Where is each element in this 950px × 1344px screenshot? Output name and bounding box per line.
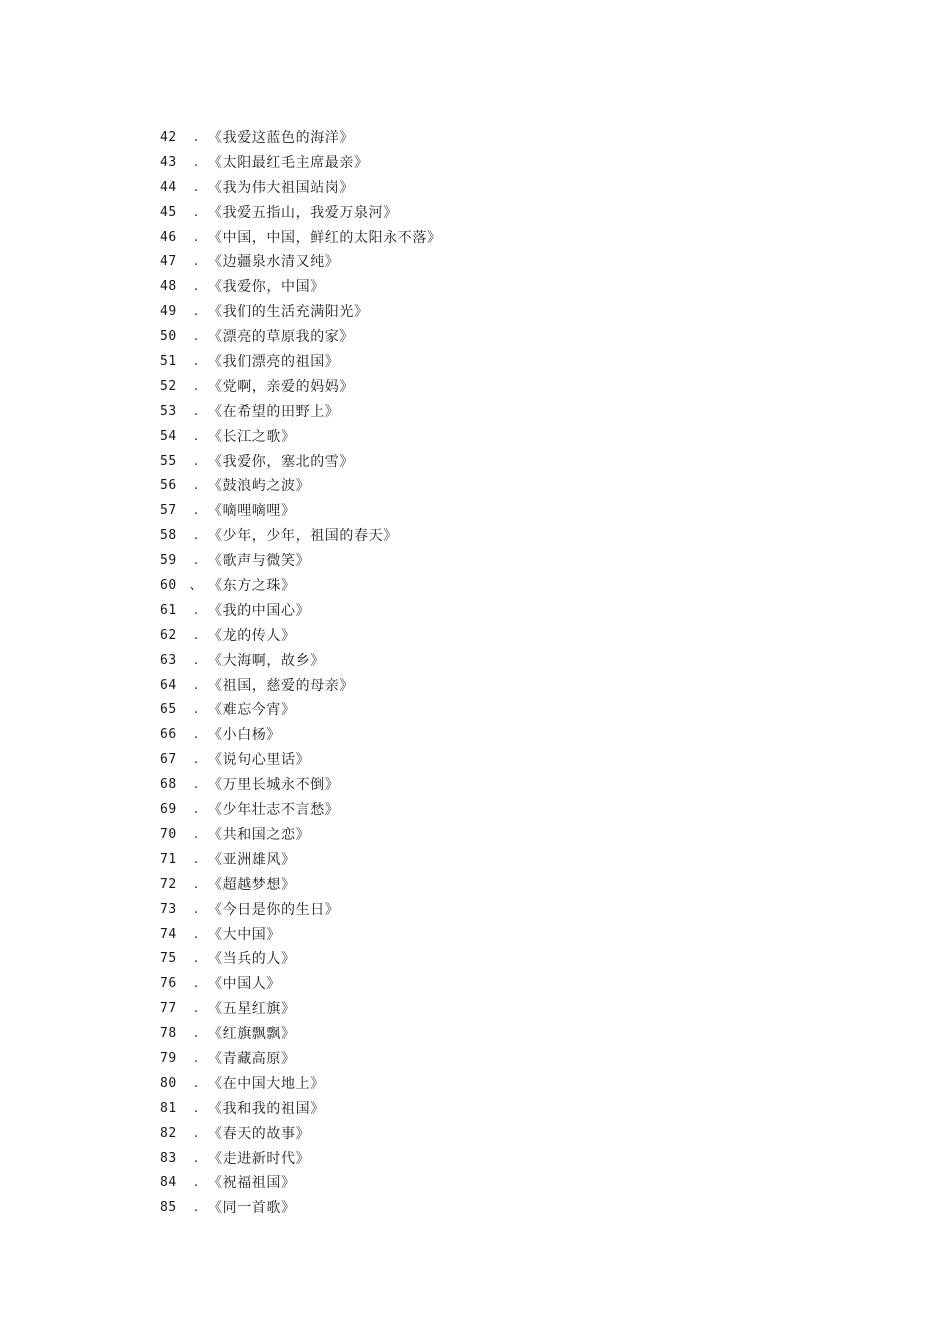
song-separator: . bbox=[193, 403, 199, 419]
song-number: 54 bbox=[160, 428, 177, 444]
list-item bbox=[160, 1097, 442, 1122]
song-number: 46 bbox=[160, 229, 177, 245]
song-title: 《今日是你的生日》 bbox=[208, 901, 340, 918]
song-number: 83 bbox=[160, 1150, 177, 1166]
list-item bbox=[160, 574, 442, 599]
list-item bbox=[160, 474, 442, 499]
song-title: 《中国人》 bbox=[208, 976, 281, 993]
song-title: 《超越梦想》 bbox=[208, 876, 296, 893]
list-item bbox=[160, 524, 442, 549]
song-separator: . bbox=[193, 752, 199, 768]
song-number: 76 bbox=[160, 976, 177, 992]
song-number: 63 bbox=[160, 652, 177, 668]
song-number: 68 bbox=[160, 777, 177, 793]
list-item bbox=[160, 624, 442, 649]
song-title: 《漂亮的草原我的家》 bbox=[208, 329, 354, 346]
list-item bbox=[160, 923, 442, 948]
song-separator: . bbox=[193, 876, 199, 892]
song-separator: . bbox=[193, 926, 199, 942]
song-title: 《万里长城永不倒》 bbox=[208, 777, 340, 794]
song-list bbox=[160, 126, 442, 1221]
song-title: 《少年壮志不言愁》 bbox=[208, 802, 340, 819]
song-title: 《太阳最红毛主席最亲》 bbox=[208, 154, 369, 171]
song-number: 72 bbox=[160, 876, 177, 892]
song-separator: . bbox=[193, 1150, 199, 1166]
list-item bbox=[160, 1196, 442, 1221]
song-title: 《在希望的田野上》 bbox=[208, 403, 340, 420]
song-separator: . bbox=[193, 428, 199, 444]
song-number: 69 bbox=[160, 802, 177, 818]
song-title: 《红旗飘飘》 bbox=[208, 1026, 296, 1043]
song-separator: . bbox=[193, 652, 199, 668]
song-title: 《当兵的人》 bbox=[208, 951, 296, 968]
list-item bbox=[160, 300, 442, 325]
song-separator: . bbox=[193, 1100, 199, 1116]
song-separator: . bbox=[193, 478, 199, 494]
song-number: 42 bbox=[160, 130, 177, 145]
list-item bbox=[160, 450, 442, 475]
song-number: 44 bbox=[160, 179, 177, 195]
song-separator: . bbox=[193, 627, 199, 643]
song-title: 《大海啊，故乡》 bbox=[208, 652, 325, 669]
song-separator: . bbox=[193, 826, 199, 842]
song-number: 85 bbox=[160, 1200, 177, 1216]
song-title: 《说句心里话》 bbox=[208, 752, 311, 769]
list-item bbox=[160, 798, 442, 823]
song-title: 《同一首歌》 bbox=[208, 1200, 296, 1217]
song-title: 《边疆泉水清又纯》 bbox=[208, 254, 340, 271]
song-number: 52 bbox=[160, 378, 177, 394]
list-item bbox=[160, 698, 442, 723]
song-separator: . bbox=[193, 254, 199, 270]
list-item bbox=[160, 674, 442, 699]
song-title: 《我为伟大祖国站岗》 bbox=[208, 179, 354, 196]
song-separator: . bbox=[193, 204, 199, 220]
song-separator: . bbox=[193, 1001, 199, 1017]
song-number: 75 bbox=[160, 951, 177, 967]
list-item bbox=[160, 1022, 442, 1047]
list-item bbox=[160, 1072, 442, 1097]
list-item bbox=[160, 549, 442, 574]
song-title: 《中国，中国，鲜红的太阳永不落》 bbox=[208, 229, 442, 246]
song-number: 64 bbox=[160, 677, 177, 693]
song-separator: . bbox=[193, 553, 199, 569]
song-title: 《大中国》 bbox=[208, 926, 281, 943]
song-number: 49 bbox=[160, 304, 177, 320]
song-number: 81 bbox=[160, 1100, 177, 1116]
list-item bbox=[160, 1171, 442, 1196]
list-item bbox=[160, 250, 442, 275]
song-separator: . bbox=[193, 329, 199, 345]
song-number: 66 bbox=[160, 727, 177, 743]
song-separator: . bbox=[193, 279, 199, 295]
list-item bbox=[160, 873, 442, 898]
song-number: 82 bbox=[160, 1125, 177, 1141]
song-number: 56 bbox=[160, 478, 177, 494]
list-item bbox=[160, 997, 442, 1022]
list-item bbox=[160, 748, 442, 773]
list-item bbox=[160, 176, 442, 201]
song-title: 《青藏高原》 bbox=[208, 1050, 296, 1067]
song-separator: . bbox=[193, 154, 199, 170]
song-number: 62 bbox=[160, 627, 177, 643]
song-number: 45 bbox=[160, 204, 177, 220]
song-title: 《难忘今宵》 bbox=[208, 702, 296, 719]
song-separator: . bbox=[193, 1075, 199, 1091]
list-item bbox=[160, 400, 442, 425]
list-item bbox=[160, 126, 442, 151]
list-item bbox=[160, 350, 442, 375]
song-title: 《在中国大地上》 bbox=[208, 1075, 325, 1092]
song-number: 70 bbox=[160, 826, 177, 842]
song-separator: . bbox=[193, 777, 199, 793]
song-number: 59 bbox=[160, 553, 177, 569]
song-separator: . bbox=[193, 677, 199, 693]
list-item bbox=[160, 823, 442, 848]
song-number: 58 bbox=[160, 528, 177, 544]
song-separator: . bbox=[193, 354, 199, 370]
song-separator: . bbox=[193, 503, 199, 519]
song-separator: . bbox=[193, 378, 199, 394]
song-separator: . bbox=[193, 901, 199, 917]
song-separator: . bbox=[193, 304, 199, 320]
list-item bbox=[160, 972, 442, 997]
song-number: 67 bbox=[160, 752, 177, 768]
list-item bbox=[160, 773, 442, 798]
song-separator: . bbox=[193, 802, 199, 818]
song-number: 57 bbox=[160, 503, 177, 519]
song-title: 《祖国，慈爱的母亲》 bbox=[208, 677, 354, 694]
song-separator: . bbox=[193, 851, 199, 867]
list-item bbox=[160, 375, 442, 400]
song-number: 50 bbox=[160, 329, 177, 345]
list-item bbox=[160, 151, 442, 176]
list-item bbox=[160, 947, 442, 972]
song-title: 《歌声与微笑》 bbox=[208, 553, 311, 570]
song-number: 43 bbox=[160, 154, 177, 170]
song-title: 《走进新时代》 bbox=[208, 1150, 311, 1167]
song-number: 79 bbox=[160, 1050, 177, 1066]
song-number: 84 bbox=[160, 1175, 177, 1191]
song-separator: . bbox=[193, 1050, 199, 1066]
song-title: 《少年，少年，祖国的春天》 bbox=[208, 528, 398, 545]
song-number: 61 bbox=[160, 602, 177, 618]
song-separator: . bbox=[193, 602, 199, 618]
list-item bbox=[160, 848, 442, 873]
song-number: 77 bbox=[160, 1001, 177, 1017]
list-item bbox=[160, 1047, 442, 1072]
song-title: 《我们的生活充满阳光》 bbox=[208, 304, 369, 321]
song-number: 78 bbox=[160, 1026, 177, 1042]
list-item bbox=[160, 898, 442, 923]
song-separator: . bbox=[193, 528, 199, 544]
song-title: 《我们漂亮的祖国》 bbox=[208, 354, 340, 371]
list-item bbox=[160, 723, 442, 748]
list-item bbox=[160, 599, 442, 624]
list-item bbox=[160, 499, 442, 524]
song-number: 80 bbox=[160, 1075, 177, 1091]
song-title: 《我爱你，塞北的雪》 bbox=[208, 453, 354, 470]
song-title: 《东方之珠》 bbox=[208, 578, 296, 595]
song-title: 《我爱这蓝色的海洋》 bbox=[208, 130, 354, 146]
list-item bbox=[160, 649, 442, 674]
song-title: 《鼓浪屿之波》 bbox=[208, 478, 311, 495]
song-separator: . bbox=[193, 179, 199, 195]
list-item bbox=[160, 325, 442, 350]
song-title: 《我爱你，中国》 bbox=[208, 279, 325, 296]
song-number: 71 bbox=[160, 851, 177, 867]
song-separator: . bbox=[193, 1175, 199, 1191]
song-separator: . bbox=[193, 1200, 199, 1216]
song-number: 48 bbox=[160, 279, 177, 295]
song-separator: . bbox=[193, 951, 199, 967]
song-number: 55 bbox=[160, 453, 177, 469]
song-separator: . bbox=[193, 229, 199, 245]
list-item bbox=[160, 201, 442, 226]
song-separator: . bbox=[193, 453, 199, 469]
song-title: 《小白杨》 bbox=[208, 727, 281, 744]
song-title: 《五星红旗》 bbox=[208, 1001, 296, 1018]
song-title: 《龙的传人》 bbox=[208, 627, 296, 644]
song-number: 65 bbox=[160, 702, 177, 718]
song-title: 《我的中国心》 bbox=[208, 602, 311, 619]
song-number: 53 bbox=[160, 403, 177, 419]
list-item bbox=[160, 1122, 442, 1147]
song-number: 47 bbox=[160, 254, 177, 270]
song-number: 60 bbox=[160, 578, 177, 594]
song-number: 73 bbox=[160, 901, 177, 917]
song-title: 《嘀哩嘀哩》 bbox=[208, 503, 296, 520]
song-title: 《亚洲雄风》 bbox=[208, 851, 296, 868]
song-title: 《我爱五指山，我爱万泉河》 bbox=[208, 204, 398, 221]
list-item bbox=[160, 1147, 442, 1172]
song-number: 51 bbox=[160, 354, 177, 370]
song-separator: . bbox=[193, 1026, 199, 1042]
song-number: 74 bbox=[160, 926, 177, 942]
song-title: 《祝福祖国》 bbox=[208, 1175, 296, 1192]
song-separator: . bbox=[193, 702, 199, 718]
song-separator: . bbox=[193, 727, 199, 743]
song-title: 《长江之歌》 bbox=[208, 428, 296, 445]
list-item bbox=[160, 226, 442, 251]
song-separator: 、 bbox=[189, 578, 203, 594]
song-separator: . bbox=[193, 1125, 199, 1141]
list-item bbox=[160, 425, 442, 450]
song-title: 《春天的故事》 bbox=[208, 1125, 311, 1142]
song-title: 《党啊，亲爱的妈妈》 bbox=[208, 378, 354, 395]
song-separator: . bbox=[193, 130, 199, 145]
song-title: 《共和国之恋》 bbox=[208, 826, 311, 843]
list-item bbox=[160, 275, 442, 300]
song-title: 《我和我的祖国》 bbox=[208, 1100, 325, 1117]
song-separator: . bbox=[193, 976, 199, 992]
